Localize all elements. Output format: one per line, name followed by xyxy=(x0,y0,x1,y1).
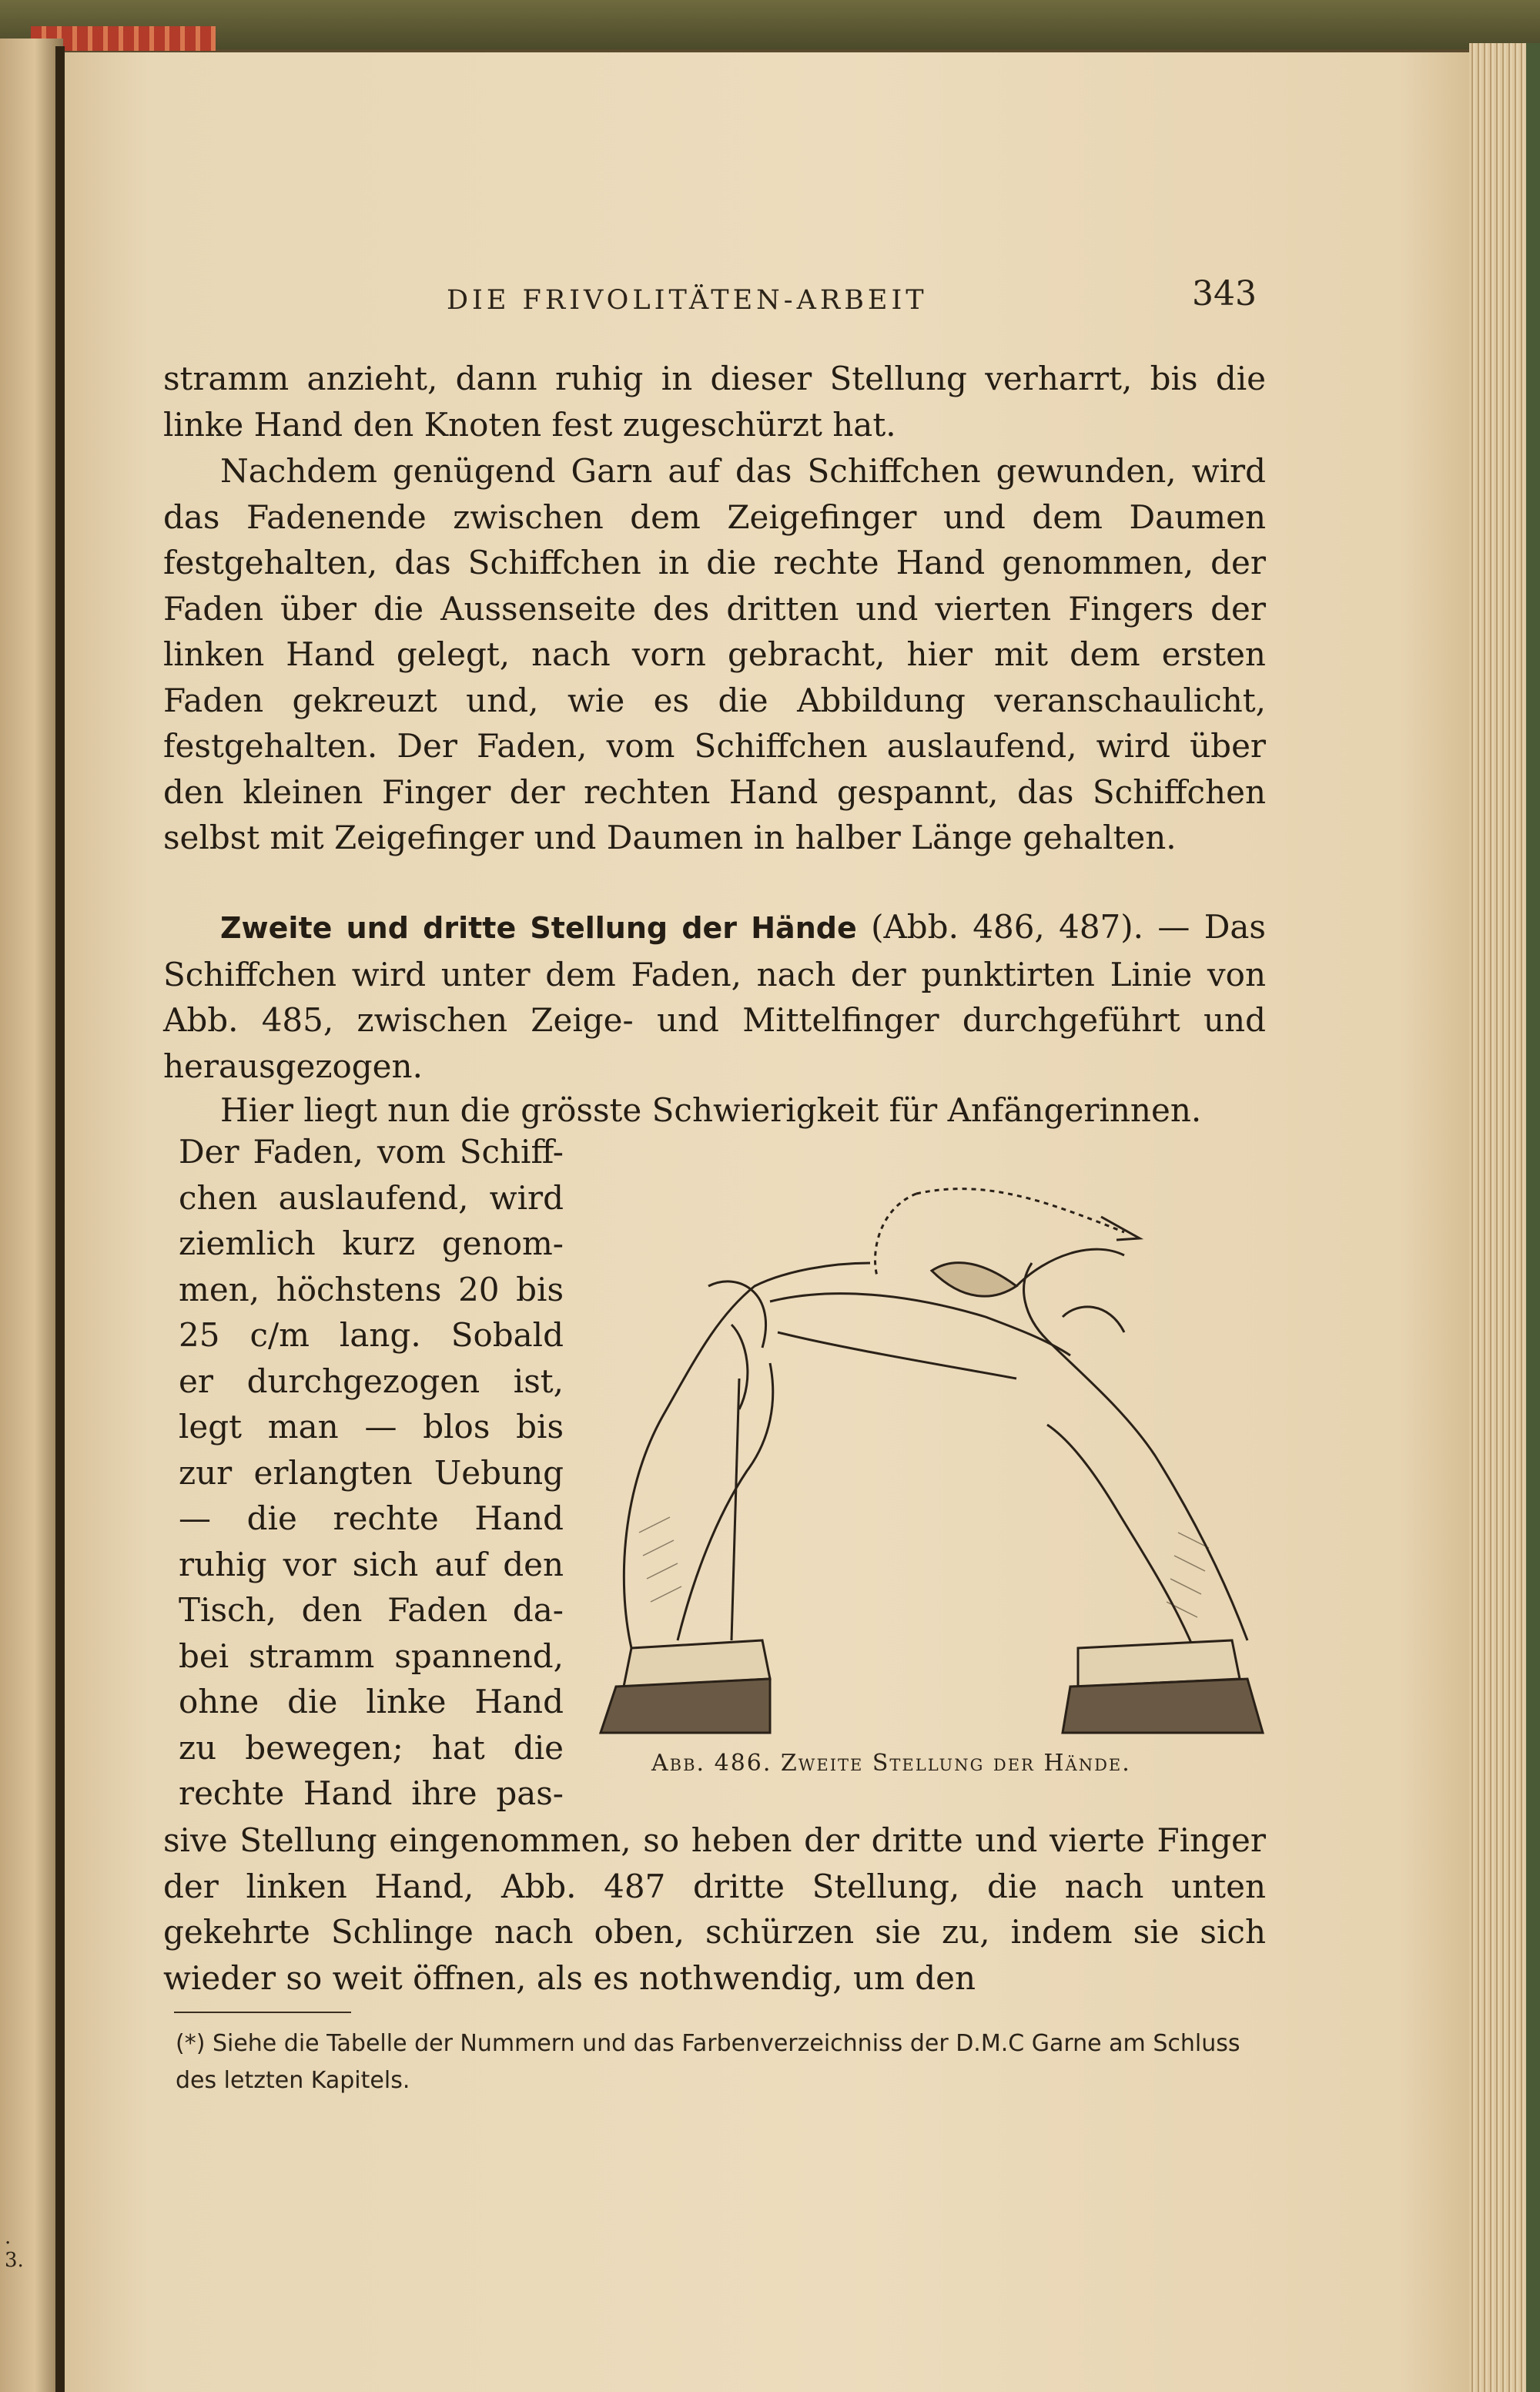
paragraph-1: stramm anzieht, dann ruhig in dieser Stellung verharrt, bis die linke Hand den Knoten fest zugeschürzt hat. xyxy=(163,360,1266,444)
left-page-edge xyxy=(0,39,63,2392)
figure-caption: Abb. 486. Zweite Stellung der Hände. xyxy=(651,1750,1131,1777)
wrap-line: bei stramm spannend, xyxy=(179,1637,564,1675)
paragraph-2-text: Nachdem genügend Garn auf das Schiffchen gewunden, wird das Fadenende zwischen dem Zeigefinger und dem Daumen festgehalten, das Schiffchen in die rechte Hand genommen, der Faden über die Aussenseite des dritten und vierten Fingers der linken Hand gelegt, nach vorn gebracht, hier mit dem ersten Faden gekreuzt und, wie es die Abbildung veranschaulicht, festgehalten. Der Faden, vom Schiffchen auslaufend, wird über den kleinen Finger der rechten Hand gespannt, das Schiffchen selbst mit Zeigefinger und Daumen in halber Länge gehalten. xyxy=(163,452,1266,856)
running-head: DIE FRIVOLITÄTEN-ARBEIT xyxy=(447,285,928,316)
wrap-line: ohne die linke Hand xyxy=(179,1683,564,1720)
wrap-line: legt man — blos bis xyxy=(179,1408,564,1446)
wrap-line: chen auslaufend, wird xyxy=(179,1178,564,1217)
paragraph-3 xyxy=(163,904,1266,1089)
wrap-line: zu bewegen; hat die xyxy=(179,1728,564,1767)
book-cover-top-edge xyxy=(0,0,1540,49)
wrap-line: men, höchstens 20 bis xyxy=(179,1270,564,1308)
wrap-line: 25 c/m lang. Sobald xyxy=(179,1316,564,1354)
footnote: (*) Siehe die Tabelle der Nummern und das Farbenverzeichniss der D.M.C Garne am Schluss des letzten Kapitels. xyxy=(176,2030,1240,2094)
back-cover-edge xyxy=(1526,43,1540,2392)
wrap-line: — die rechte Hand xyxy=(179,1499,564,1537)
wrapped-text-column xyxy=(179,1129,564,1817)
paragraph-4-first-line-text: Hier liegt nun die grösste Schwierigkeit für Anfängerinnen. xyxy=(220,1091,1202,1129)
wrap-line: rechte Hand ihre pas- xyxy=(179,1774,564,1812)
paragraph-4-continuation: sive Stellung eingenommen, so heben der dritte und vierte Finger der linken Hand, Abb. 487 dritte Stellung, die nach unten gekehrte Schlinge nach oben, schürzen sie zu, indem sie sich wieder so weit öffnen, als es nothwendig, um den xyxy=(163,1821,1266,1997)
paragraph-2 xyxy=(163,448,1266,861)
section-heading: Zweite und dritte Stellung der Hände xyxy=(220,911,857,945)
footnote-rule xyxy=(174,2012,351,2013)
wrap-line: Tisch, den Faden da- xyxy=(179,1591,564,1629)
paragraph-4-first-line xyxy=(163,1087,1266,1134)
wrap-line: ziemlich kurz genom- xyxy=(179,1224,564,1262)
book-gutter xyxy=(55,46,65,2392)
hands-illustration xyxy=(585,1147,1278,1748)
paragraph-3-text: (Abb. 486, 487). — Das Schiffchen wird unter dem Faden, nach der punktirten Linie von Abb. 485, zwischen Zeige- und Mittelfinger durchgeführt und herausgezogen. xyxy=(163,908,1266,1085)
wrap-line: er durchgezogen ist, xyxy=(179,1362,564,1400)
left-page-mark: . 3. xyxy=(5,2226,24,2272)
wrap-line: zur erlangten Uebung xyxy=(179,1453,564,1492)
page-number: 343 xyxy=(1192,274,1257,313)
wrap-line: Der Faden, vom Schiff- xyxy=(179,1133,564,1171)
wrap-line: ruhig vor sich auf den xyxy=(179,1545,564,1583)
